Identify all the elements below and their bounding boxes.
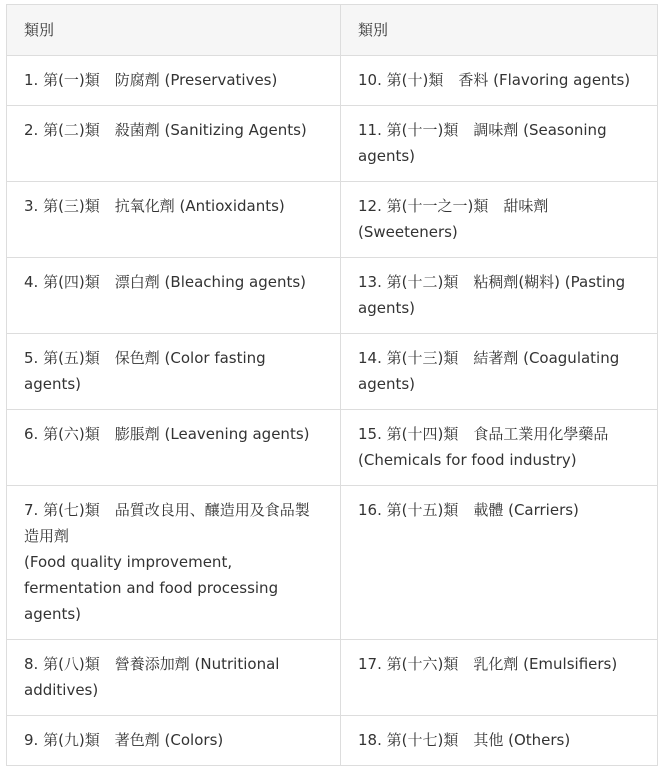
- table-cell: 14. 第(十三)類 結著劑 (Coagulating agents): [341, 334, 658, 410]
- table-cell: 6. 第(六)類 膨脹劑 (Leavening agents): [7, 410, 341, 486]
- table-row: [7, 56, 658, 106]
- table-cell: 10. 第(十)類 香料 (Flavoring agents): [341, 56, 658, 106]
- column-header-category-left: 類別: [7, 5, 341, 56]
- table-cell: 18. 第(十七)類 其他 (Others): [341, 716, 658, 766]
- table-cell: 12. 第(十一之一)類 甜味劑 (Sweeteners): [341, 182, 658, 258]
- table-row: [7, 716, 658, 766]
- table-cell: 15. 第(十四)類 食品工業用化學藥品 (Chemicals for food industry): [341, 410, 658, 486]
- table-row: [7, 486, 658, 640]
- table-row: [7, 334, 658, 410]
- table-cell: 3. 第(三)類 抗氧化劑 (Antioxidants): [7, 182, 341, 258]
- table-header-row: [7, 5, 658, 56]
- table-cell: 5. 第(五)類 保色劑 (Color fasting agents): [7, 334, 341, 410]
- column-header-category-right: 類別: [341, 5, 658, 56]
- table-cell: 13. 第(十二)類 粘稠劑(糊料) (Pasting agents): [341, 258, 658, 334]
- table-row: [7, 640, 658, 716]
- table-row: [7, 410, 658, 486]
- table-cell: 9. 第(九)類 著色劑 (Colors): [7, 716, 341, 766]
- cell-title: 7. 第(七)類 品質改良用、釀造用及食品製造用劑: [24, 501, 310, 545]
- table-cell: 1. 第(一)類 防腐劑 (Preservatives): [7, 56, 341, 106]
- table-cell: 8. 第(八)類 營養添加劑 (Nutritional additives): [7, 640, 341, 716]
- cell-note: (Food quality improvement, fermentation and food processing agents): [24, 553, 279, 623]
- table-cell: 11. 第(十一)類 調味劑 (Seasoning agents): [341, 106, 658, 182]
- table-row: [7, 258, 658, 334]
- table-cell: 16. 第(十五)類 載體 (Carriers): [341, 486, 658, 640]
- table-row: [7, 182, 658, 258]
- table-cell: 4. 第(四)類 漂白劑 (Bleaching agents): [7, 258, 341, 334]
- table-cell: 17. 第(十六)類 乳化劑 (Emulsifiers): [341, 640, 658, 716]
- table-cell: 2. 第(二)類 殺菌劑 (Sanitizing Agents): [7, 106, 341, 182]
- table-cell: [7, 486, 341, 640]
- table-row: [7, 106, 658, 182]
- additive-category-table: [6, 4, 658, 766]
